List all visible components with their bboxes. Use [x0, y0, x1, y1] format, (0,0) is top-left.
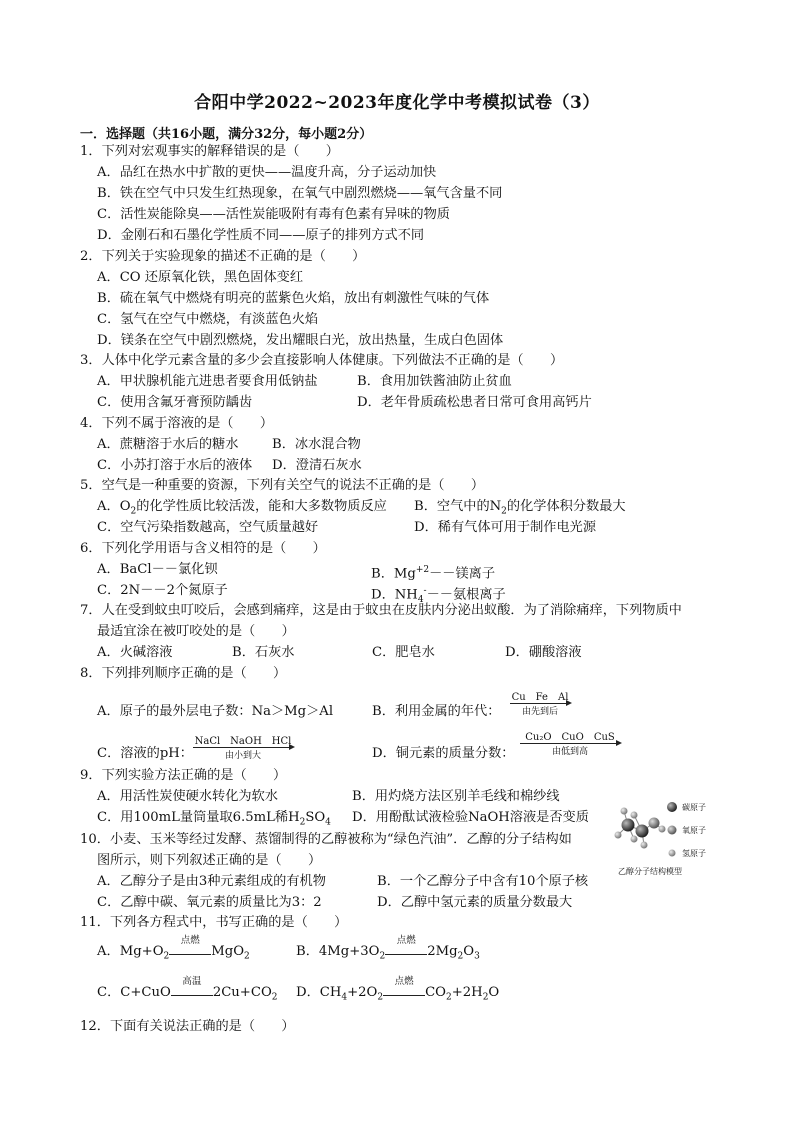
question-8-option-b: B．利用金属的年代： — [372, 704, 501, 719]
hydrogen-atom — [615, 832, 622, 839]
question-1-option-c: C．活性炭能除臭——活性炭能吸附有毒有色素有异味的物质 — [97, 207, 450, 222]
question-3-option-c: C．使用含氟牙膏预防龋齿 — [97, 395, 253, 410]
question-6-stem: 6．下列化学用语与含义相符的是（ ） — [80, 541, 326, 556]
question-2-option-c: C．氢气在空气中燃烧，有淡蓝色火焰 — [97, 312, 319, 327]
carbon-atom — [622, 819, 635, 832]
question-2-stem: 2．下列关于实验现象的描述不正确的是（ ） — [80, 249, 366, 264]
question-8-d-order-arrow: Cu₂O CuO CuS 由低到高 — [520, 728, 620, 757]
carbon-atom — [636, 825, 649, 838]
question-11-option-b: B．$4Mg+3O_2$ 点燃 $2Mg_2O_3$ — [296, 935, 480, 962]
question-10-option-d: D．乙醇中氢元素的质量分数最大 — [377, 895, 573, 910]
question-10-stem: 10．小麦、玉米等经过发酵、蒸馏制得的乙醇被称为“绿色汽油”．乙醇的分子结构如 — [80, 832, 572, 847]
question-6-option-b: B．$Mg^{+2}--$镁离子 — [371, 565, 496, 582]
section-heading: 一．选择题（共16小题，满分32分，每小题2分） — [80, 127, 373, 142]
question-3-option-d: D．老年骨质疏松患者日常可食用高钙片 — [357, 395, 592, 410]
question-8-c-order-arrow: NaCl NaOH HCl 由小到大 — [194, 736, 292, 761]
question-10-stem-continued: 图所示，则下列叙述正确的是（ ） — [97, 853, 322, 868]
question-6-option-d: D．$NH_4^---$氨根离子 — [371, 586, 506, 606]
question-12-stem: 12．下面有关说法正确的是（ ） — [80, 1019, 295, 1034]
question-2-option-b: B．硫在氧气中燃烧有明亮的蓝紫色火焰，放出有刺激性气味的气体 — [97, 291, 490, 306]
question-11-option-c: C．C+CuO 高温 $2Cu+CO_2$ — [97, 976, 278, 1003]
question-6-option-a: A．BaCl－－氯化钡 — [97, 562, 218, 577]
hydrogen-atom — [621, 808, 628, 815]
question-5-option-c: C．空气污染指数越高，空气质量越好 — [97, 520, 319, 535]
page-title: 合阳中学2022~2023年度化学中考模拟试卷（3） — [194, 93, 600, 113]
question-3-option-a: A．甲状腺机能亢进患者要食用低钠盐 — [97, 374, 318, 389]
question-6-option-c: C．2N－－2个氮原子 — [97, 583, 228, 598]
question-7-option-d: D．硼酸溶液 — [505, 645, 582, 660]
hydrogen-atom — [631, 836, 638, 843]
question-10-option-c: C．乙醇中碳、氧元素的质量比为3：2 — [97, 895, 322, 910]
question-7-option-a: A．火碱溶液 — [97, 645, 173, 660]
legend-carbon-label: 碳原子 — [682, 803, 706, 812]
question-1-option-d: D．金刚石和石墨化学性质不同——原子的排列方式不同 — [97, 228, 425, 243]
question-7-option-c: C．肥皂水 — [372, 645, 435, 660]
question-10-option-b: B．一个乙醇分子中含有10个原子核 — [377, 874, 589, 889]
question-5-option-d: D．稀有气体可用于制作电光源 — [414, 520, 597, 535]
question-2-option-d: D．镁条在空气中剧烈燃烧，发出耀眼白光，放出热量，生成白色固体 — [97, 333, 504, 348]
question-4-option-c: C．小苏打溶于水后的液体 — [97, 458, 253, 473]
hydrogen-atom — [631, 812, 638, 819]
legend-hydrogen-label: 氢原子 — [682, 849, 706, 858]
question-7-stem-continued: 最适宜涂在被叮咬处的是（ ） — [97, 624, 295, 639]
hydrogen-atom — [641, 842, 648, 849]
question-4-option-a: A．蔗糖溶于水后的糖水 — [97, 437, 239, 452]
question-8-option-c: C．溶液的pH： — [97, 746, 193, 761]
question-8-option-d: D．铜元素的质量分数： — [372, 746, 515, 761]
legend-oxygen-label: 氧原子 — [682, 826, 706, 835]
question-8-option-a: A．原子的最外层电子数：Na＞Mg＞Al — [97, 704, 334, 719]
question-9-option-d: D．用酚酞试液检验NaOH溶液是否变质 — [352, 810, 589, 825]
question-1-option-b: B．铁在空气中只发生红热现象，在氧气中剧烈燃烧——氧气含量不同 — [97, 186, 503, 201]
figure-caption: 乙醇分子结构模型 — [618, 867, 682, 876]
question-2-option-a: A．CO 还原氧化铁，黑色固体变红 — [97, 270, 304, 285]
oxygen-atom — [649, 818, 660, 829]
question-1-option-a: A．品红在热水中扩散的更快——温度升高，分子运动加快 — [97, 165, 437, 180]
question-9-stem: 9．下列实验方法正确的是（ ） — [80, 768, 287, 783]
question-10-option-a: A．乙醇分子是由3种元素组成的有机物 — [97, 874, 326, 889]
question-8-b-order-arrow: Cu Fe Al 由先到后 — [511, 692, 569, 717]
question-9-option-b: B．用灼烧方法区别羊毛线和棉纱线 — [352, 789, 560, 804]
atom-legend-icons — [664, 800, 680, 860]
question-3-stem: 3．人体中化学元素含量的多少会直接影响人体健康。下列做法不正确的是（ ） — [80, 353, 564, 368]
question-9-option-c: C．用100mL量筒量取6.5mL稀$H_2SO_4$ — [97, 810, 331, 828]
question-7-option-b: B．石灰水 — [232, 645, 295, 660]
question-11-stem: 11．下列各方程式中，书写正确的是（ ） — [80, 915, 348, 930]
question-8-stem: 8．下列排列顺序正确的是（ ） — [80, 666, 287, 681]
question-5-option-a: A．$O_2$的化学性质比较活泼，能和大多数物质反应 — [97, 499, 387, 517]
question-11-option-a: A．$Mg+O_2$ 点燃 MgO$_2$ — [97, 935, 250, 962]
question-7-stem: 7．人在受到蚊虫叮咬后，会感到痛痒，这是由于蚊虫在皮肤内分泌出蚁酸．为了消除痛痒，下列物质中 — [80, 603, 682, 618]
question-1-stem: 1．下列对宏观事实的解释错误的是（ ） — [80, 144, 339, 159]
question-4-option-d: D．澄清石灰水 — [272, 458, 362, 473]
question-4-stem: 4．下列不属于溶液的是（ ） — [80, 416, 274, 431]
question-11-option-d: D．$CH_4+2O_2$ 点燃 $CO_2+2H_2O$ — [296, 976, 500, 1003]
question-9-option-a: A．用活性炭使硬水转化为软水 — [97, 789, 278, 804]
question-5-stem: 5．空气是一种重要的资源，下列有关空气的说法不正确的是（ ） — [80, 478, 485, 493]
question-3-option-b: B．食用加铁酱油防止贫血 — [357, 374, 512, 389]
question-4-option-b: B．冰水混合物 — [272, 437, 361, 452]
question-5-option-b: B．空气中的$N_2$的化学体积分数最大 — [414, 499, 626, 517]
